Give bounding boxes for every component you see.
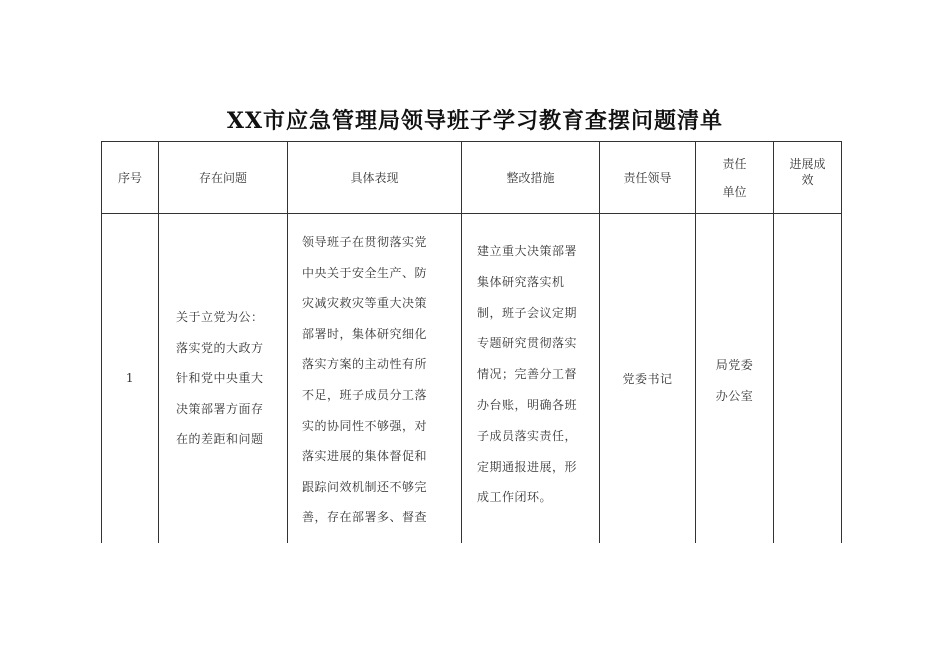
measures-line: 制，班子会议定期: [477, 305, 578, 320]
header-bottom-border: [101, 213, 842, 214]
problem-line: 在的差距和问题: [176, 432, 264, 446]
row-problem: [176, 302, 284, 455]
manifestation-line: 部署时，集体研究细化: [302, 326, 428, 341]
header-measures: 整改措施: [506, 171, 555, 185]
measures-line: 集体研究落实机: [477, 274, 565, 289]
row-measures: [477, 236, 597, 513]
header-progress-line2: 效: [801, 173, 814, 187]
manifestation-line: 不足，班子成员分工落: [302, 387, 428, 402]
measures-line: 建立重大决策部署: [477, 244, 578, 258]
measures-line: 子成员落实责任，: [477, 428, 578, 443]
manifestation-line: 中央关于安全生产、防: [302, 265, 428, 280]
header-problem: 存在问题: [198, 171, 247, 185]
header-leader: 责任领导: [623, 171, 672, 185]
header-unit-line1: 责任: [722, 156, 747, 171]
header-progress-line1: 进展成: [789, 157, 826, 171]
header-manifestation: 具体表现: [350, 171, 399, 185]
measures-line: 办台账，明确各班: [477, 397, 578, 412]
header-seq: 序号: [117, 171, 142, 185]
manifestation-line: 落实进展的集体督促和: [302, 449, 428, 464]
measures-line: 情况；完善分工督: [477, 367, 578, 382]
unit-line: 办公室: [715, 389, 754, 403]
problem-line: 针和党中央重大: [176, 371, 264, 385]
problem-line: 决策部署方面存: [176, 401, 264, 416]
header-unit-line2: 单位: [722, 184, 747, 199]
col-border: [841, 141, 842, 543]
measures-line: 成工作闭环。: [477, 490, 553, 505]
problem-line: 落实党的大政方: [176, 340, 264, 355]
problem-line: 关于立党为公：: [176, 310, 264, 324]
header-unit: [696, 142, 773, 213]
row-seq: 1: [125, 371, 135, 385]
manifestation-line: 灾减灾救灾等重大决策: [302, 296, 428, 311]
manifestation-line: 跟踪问效机制还不够完: [302, 479, 428, 494]
manifestation-line: 实的协同性不够强，对: [302, 418, 428, 433]
manifestation-line: 领导班子在贯彻落实党: [302, 235, 428, 249]
measures-line: 专题研究贯彻落实: [477, 336, 578, 351]
row-progress: [774, 360, 841, 396]
measures-line: 定期通报进展，形: [477, 459, 578, 474]
unit-line: 局党委: [715, 358, 754, 372]
row-unit: [696, 350, 773, 412]
manifestation-line: 落实方案的主动性有所: [302, 357, 428, 372]
manifestation-line: 善，存在部署多、督查: [302, 510, 428, 525]
row-leader: 党委书记: [622, 371, 673, 386]
row-manifestation: [302, 227, 460, 533]
header-progress: [774, 142, 841, 213]
document-title: XX市应急管理局领导班子学习教育查摆问题清单: [226, 108, 724, 134]
